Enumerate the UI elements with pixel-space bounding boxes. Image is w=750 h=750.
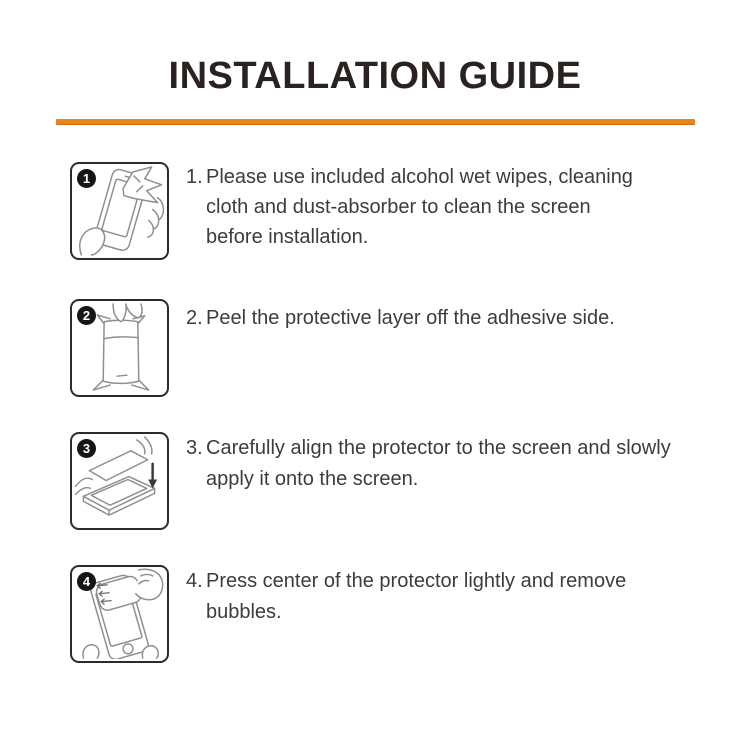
step1-line: before installation.	[206, 226, 369, 248]
step4-text	[186, 566, 626, 628]
page-title: INSTALLATION GUIDE	[168, 55, 582, 97]
step4-line: Press center of the protector lightly and remove	[206, 570, 627, 592]
step1-line: Please use included alcohol wet wipes, cleaning	[206, 166, 633, 188]
step1-line: cloth and dust-absorber to clean the screen	[206, 196, 591, 218]
step-row-2	[70, 299, 615, 397]
step2-figure-box	[70, 299, 169, 397]
step3-figure-box	[70, 432, 169, 530]
step3-number-badge: 3	[77, 439, 96, 458]
step3-line: Carefully align the protector to the screen and slowly	[206, 437, 671, 459]
step1-text	[186, 162, 633, 252]
step2-number-badge: 2	[77, 306, 96, 325]
step4-figure-box	[70, 565, 169, 663]
step-row-3	[70, 432, 671, 530]
step3-instruction	[206, 433, 671, 495]
step-row-4	[70, 565, 626, 663]
step4-line: bubbles.	[206, 601, 282, 623]
title-underline-rule	[56, 119, 695, 125]
step4-instruction	[206, 566, 626, 628]
step1-instruction	[206, 162, 633, 252]
step2-line: Peel the protective layer off the adhesive side.	[206, 307, 615, 329]
step1-figure-box	[70, 162, 169, 260]
step3-text	[186, 433, 671, 495]
step4-number-label: 4.	[186, 570, 203, 592]
step4-number-badge: 4	[77, 572, 96, 591]
step1-number-badge: 1	[77, 169, 96, 188]
step1-number-label: 1.	[186, 166, 203, 188]
step-row-1	[70, 162, 633, 260]
step2-number-label: 2.	[186, 307, 203, 329]
step2-instruction	[206, 303, 615, 333]
step3-line: apply it onto the screen.	[206, 468, 419, 490]
step2-text	[186, 303, 615, 333]
step3-number-label: 3.	[186, 437, 203, 459]
